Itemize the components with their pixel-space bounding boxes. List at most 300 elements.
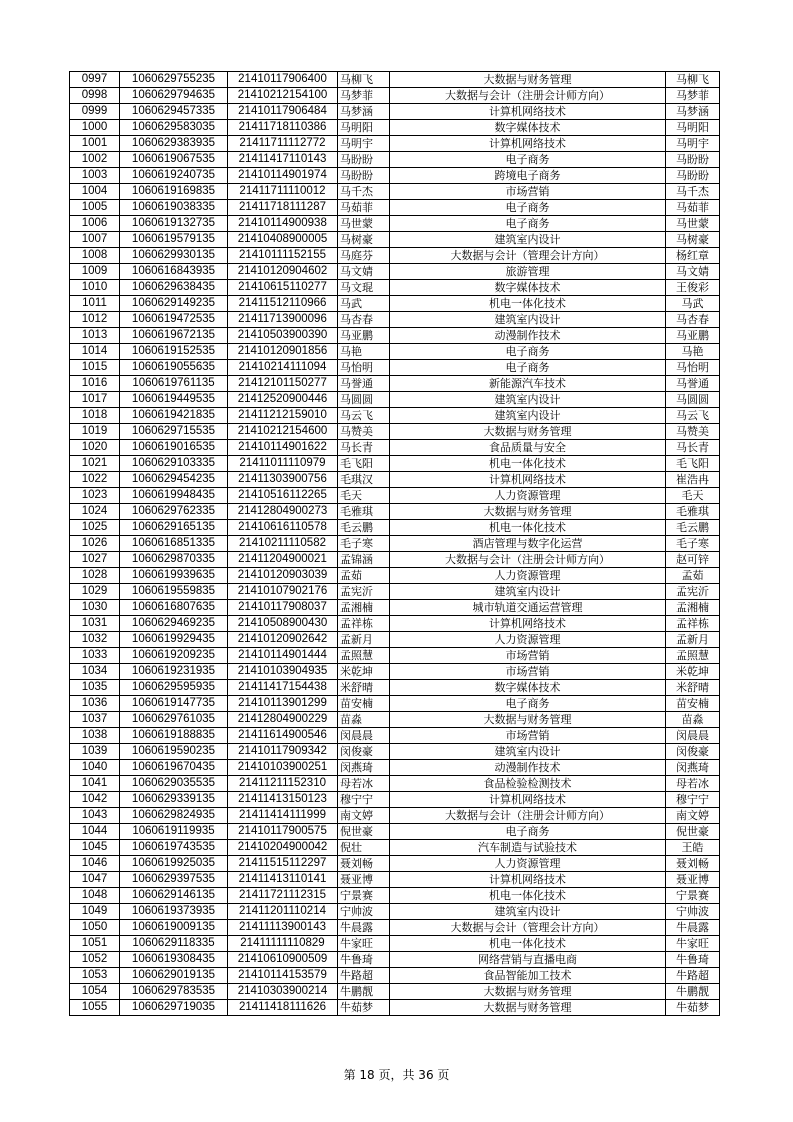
name-cell: 马杏春 (338, 312, 390, 328)
table-row (70, 104, 720, 120)
major-cell: 计算机网络技术 (390, 616, 666, 632)
name-cell: 苗安楠 (338, 696, 390, 712)
name-cell: 马茹菲 (338, 200, 390, 216)
candidate-id-cell: 21411113900143 (228, 920, 338, 936)
candidate-id-cell: 21411212159010 (228, 408, 338, 424)
exam-number-cell: 1060629457335 (120, 104, 228, 120)
name-cell: 孟新月 (338, 632, 390, 648)
exam-number-cell: 1060619743535 (120, 840, 228, 856)
candidate-id-cell: 21411414111999 (228, 808, 338, 824)
seq-cell: 1010 (70, 280, 120, 296)
major-cell: 建筑室内设计 (390, 904, 666, 920)
table-row (70, 344, 720, 360)
signature-cell: 孟照慧 (666, 648, 720, 664)
page-number-footer: 第 18 页，共 36 页 (343, 1068, 450, 1082)
name-cell: 聂刘畅 (338, 856, 390, 872)
candidate-id-cell: 21411204900021 (228, 552, 338, 568)
exam-number-cell: 1060616807635 (120, 600, 228, 616)
candidate-id-cell: 21410503900390 (228, 328, 338, 344)
candidate-id-cell: 21410107902176 (228, 584, 338, 600)
table-row (70, 152, 720, 168)
seq-cell: 1020 (70, 440, 120, 456)
candidate-id-cell: 21411512110966 (228, 296, 338, 312)
seq-cell: 1055 (70, 1000, 120, 1016)
name-cell: 马怡明 (338, 360, 390, 376)
table-row (70, 360, 720, 376)
seq-cell: 1046 (70, 856, 120, 872)
candidate-id-cell: 21410117909342 (228, 744, 338, 760)
signature-cell: 马世蒙 (666, 216, 720, 232)
signature-cell: 马艳 (666, 344, 720, 360)
exam-number-cell: 1060629019135 (120, 968, 228, 984)
table-row (70, 824, 720, 840)
major-cell: 人力资源管理 (390, 856, 666, 872)
candidate-id-cell: 21410508900430 (228, 616, 338, 632)
seq-cell: 1044 (70, 824, 120, 840)
major-cell: 跨境电子商务 (390, 168, 666, 184)
exam-number-cell: 1060629870335 (120, 552, 228, 568)
name-cell: 穆宁宁 (338, 792, 390, 808)
candidate-id-cell: 21410615110277 (228, 280, 338, 296)
table-row (70, 1000, 720, 1016)
signature-cell: 孟茹 (666, 568, 720, 584)
signature-cell: 马盼盼 (666, 168, 720, 184)
candidate-id-cell: 21410111152155 (228, 248, 338, 264)
candidate-id-cell: 21410103900251 (228, 760, 338, 776)
name-cell: 马盼盼 (338, 152, 390, 168)
name-cell: 马柳飞 (338, 72, 390, 88)
name-cell: 苗淼 (338, 712, 390, 728)
exam-number-cell: 1060629761035 (120, 712, 228, 728)
signature-cell: 牛晨露 (666, 920, 720, 936)
seq-cell: 1003 (70, 168, 120, 184)
name-cell: 倪世豪 (338, 824, 390, 840)
candidate-id-cell: 21410117906484 (228, 104, 338, 120)
candidate-id-cell: 21411711112772 (228, 136, 338, 152)
exam-number-cell: 1060619067535 (120, 152, 228, 168)
exam-number-cell: 1060629762335 (120, 504, 228, 520)
candidate-id-cell: 21411417110143 (228, 152, 338, 168)
table-row (70, 216, 720, 232)
signature-cell: 马长青 (666, 440, 720, 456)
table-row (70, 520, 720, 536)
candidate-id-cell: 21410610900509 (228, 952, 338, 968)
exam-number-cell: 1060629383935 (120, 136, 228, 152)
seq-cell: 1043 (70, 808, 120, 824)
seq-cell: 1050 (70, 920, 120, 936)
name-cell: 牛家旺 (338, 936, 390, 952)
seq-cell: 1037 (70, 712, 120, 728)
candidate-id-cell: 21412804900229 (228, 712, 338, 728)
major-cell: 人力资源管理 (390, 568, 666, 584)
candidate-id-cell: 21410114900938 (228, 216, 338, 232)
exam-number-cell: 1060629930135 (120, 248, 228, 264)
exam-number-cell: 1060629103335 (120, 456, 228, 472)
candidate-id-cell: 21410212154600 (228, 424, 338, 440)
name-cell: 倪壮 (338, 840, 390, 856)
candidate-id-cell: 21411614900546 (228, 728, 338, 744)
exam-number-cell: 1060619038335 (120, 200, 228, 216)
exam-number-cell: 1060619761135 (120, 376, 228, 392)
name-cell: 马武 (338, 296, 390, 312)
signature-cell: 倪世豪 (666, 824, 720, 840)
signature-cell: 毛子寒 (666, 536, 720, 552)
exam-number-cell: 1060619925035 (120, 856, 228, 872)
exam-number-cell: 1060616843935 (120, 264, 228, 280)
exam-number-cell: 1060616851335 (120, 536, 228, 552)
signature-cell: 米舒晴 (666, 680, 720, 696)
name-cell: 牛路超 (338, 968, 390, 984)
name-cell: 孟宪沂 (338, 584, 390, 600)
name-cell: 马梦菲 (338, 88, 390, 104)
major-cell: 机电一体化技术 (390, 520, 666, 536)
name-cell: 孟湘楠 (338, 600, 390, 616)
candidate-id-cell: 21410212154100 (228, 88, 338, 104)
signature-cell: 聂亚博 (666, 872, 720, 888)
name-cell: 米舒晴 (338, 680, 390, 696)
seq-cell: 1028 (70, 568, 120, 584)
table-row (70, 504, 720, 520)
candidate-id-cell: 21410408900005 (228, 232, 338, 248)
table-row (70, 280, 720, 296)
candidate-id-cell: 21411711110012 (228, 184, 338, 200)
major-cell: 市场营销 (390, 184, 666, 200)
signature-cell: 毛云鹏 (666, 520, 720, 536)
table-row (70, 536, 720, 552)
exam-number-cell: 1060619472535 (120, 312, 228, 328)
candidate-id-cell: 21410114901622 (228, 440, 338, 456)
name-cell: 牛晨露 (338, 920, 390, 936)
name-cell: 马盼盼 (338, 168, 390, 184)
major-cell: 大数据与会计（管理会计方向） (390, 248, 666, 264)
signature-cell: 闵燕琦 (666, 760, 720, 776)
major-cell: 新能源汽车技术 (390, 376, 666, 392)
candidate-id-cell: 21411413150123 (228, 792, 338, 808)
seq-cell: 1052 (70, 952, 120, 968)
major-cell: 市场营销 (390, 728, 666, 744)
candidate-id-cell: 21412804900273 (228, 504, 338, 520)
exam-number-cell: 1060629595935 (120, 680, 228, 696)
seq-cell: 1005 (70, 200, 120, 216)
table-row (70, 712, 720, 728)
candidate-id-cell: 21410120904602 (228, 264, 338, 280)
table-row (70, 888, 720, 904)
major-cell: 网络营销与直播电商 (390, 952, 666, 968)
major-cell: 旅游管理 (390, 264, 666, 280)
table-row (70, 840, 720, 856)
signature-cell: 马誉通 (666, 376, 720, 392)
exam-number-cell: 1060629824935 (120, 808, 228, 824)
seq-cell: 1021 (70, 456, 120, 472)
name-cell: 宁帅波 (338, 904, 390, 920)
table-row (70, 776, 720, 792)
table-row (70, 904, 720, 920)
seq-cell: 1004 (70, 184, 120, 200)
exam-number-cell: 1060619016535 (120, 440, 228, 456)
major-cell: 建筑室内设计 (390, 232, 666, 248)
table-row (70, 808, 720, 824)
candidate-id-cell: 21410214111094 (228, 360, 338, 376)
exam-number-cell: 1060629638435 (120, 280, 228, 296)
signature-cell: 马盼盼 (666, 152, 720, 168)
candidate-id-cell: 21411211152310 (228, 776, 338, 792)
exam-number-cell: 1060629339135 (120, 792, 228, 808)
exam-number-cell: 1060629165135 (120, 520, 228, 536)
seq-cell: 0997 (70, 72, 120, 88)
name-cell: 马明阳 (338, 120, 390, 136)
major-cell: 电子商务 (390, 696, 666, 712)
candidate-id-cell: 21412520900446 (228, 392, 338, 408)
seq-cell: 1002 (70, 152, 120, 168)
signature-cell: 宁帅波 (666, 904, 720, 920)
exam-number-cell: 1060619169835 (120, 184, 228, 200)
seq-cell: 1022 (70, 472, 120, 488)
candidate-id-cell: 21410117906400 (228, 72, 338, 88)
exam-number-cell: 1060629149235 (120, 296, 228, 312)
signature-cell: 聂刘畅 (666, 856, 720, 872)
major-cell: 市场营销 (390, 664, 666, 680)
seq-cell: 1033 (70, 648, 120, 664)
signature-cell: 牛鹏靓 (666, 984, 720, 1000)
seq-cell: 1030 (70, 600, 120, 616)
candidate-id-cell: 21411303900756 (228, 472, 338, 488)
exam-number-cell: 1060619579135 (120, 232, 228, 248)
candidate-id-cell: 21411713900096 (228, 312, 338, 328)
signature-cell: 马树豪 (666, 232, 720, 248)
major-cell: 大数据与会计（注册会计师方向） (390, 552, 666, 568)
table-row (70, 984, 720, 1000)
signature-cell: 王皓 (666, 840, 720, 856)
signature-cell: 孟祥栋 (666, 616, 720, 632)
exam-number-cell: 1060619421835 (120, 408, 228, 424)
name-cell: 母若冰 (338, 776, 390, 792)
signature-cell: 苗淼 (666, 712, 720, 728)
major-cell: 酒店管理与数字化运营 (390, 536, 666, 552)
seq-cell: 1049 (70, 904, 120, 920)
candidate-id-cell: 21411721112315 (228, 888, 338, 904)
candidate-id-cell: 21411417154438 (228, 680, 338, 696)
major-cell: 大数据与财务管理 (390, 984, 666, 1000)
major-cell: 电子商务 (390, 216, 666, 232)
exam-number-cell: 1060629755235 (120, 72, 228, 88)
name-cell: 马庭芬 (338, 248, 390, 264)
major-cell: 建筑室内设计 (390, 312, 666, 328)
name-cell: 闵晨晨 (338, 728, 390, 744)
exam-number-cell: 1060629454235 (120, 472, 228, 488)
table-row (70, 168, 720, 184)
name-cell: 孟照慧 (338, 648, 390, 664)
signature-cell: 米乾坤 (666, 664, 720, 680)
table-row (70, 792, 720, 808)
seq-cell: 1054 (70, 984, 120, 1000)
signature-cell: 毛雅琪 (666, 504, 720, 520)
name-cell: 马树豪 (338, 232, 390, 248)
major-cell: 大数据与财务管理 (390, 424, 666, 440)
signature-cell: 马明阳 (666, 120, 720, 136)
major-cell: 建筑室内设计 (390, 408, 666, 424)
signature-cell: 杨红章 (666, 248, 720, 264)
exam-number-cell: 1060619449535 (120, 392, 228, 408)
name-cell: 毛琪汉 (338, 472, 390, 488)
signature-cell: 马赞美 (666, 424, 720, 440)
name-cell: 牛鲁琦 (338, 952, 390, 968)
major-cell: 计算机网络技术 (390, 104, 666, 120)
table-row (70, 568, 720, 584)
table-row (70, 136, 720, 152)
candidate-id-cell: 21410114901974 (228, 168, 338, 184)
candidate-id-cell: 21410204900042 (228, 840, 338, 856)
name-cell: 马文琨 (338, 280, 390, 296)
seq-cell: 1041 (70, 776, 120, 792)
seq-cell: 1024 (70, 504, 120, 520)
signature-cell: 孟湘楠 (666, 600, 720, 616)
seq-cell: 1007 (70, 232, 120, 248)
major-cell: 机电一体化技术 (390, 296, 666, 312)
exam-number-cell: 1060629035535 (120, 776, 228, 792)
exam-number-cell: 1060619373935 (120, 904, 228, 920)
exam-number-cell: 1060619009135 (120, 920, 228, 936)
exam-number-cell: 1060619188835 (120, 728, 228, 744)
exam-number-cell: 1060619152535 (120, 344, 228, 360)
seq-cell: 1012 (70, 312, 120, 328)
candidate-id-cell: 21411718110386 (228, 120, 338, 136)
signature-cell: 牛家旺 (666, 936, 720, 952)
major-cell: 大数据与财务管理 (390, 712, 666, 728)
name-cell: 米乾坤 (338, 664, 390, 680)
candidate-id-cell: 21410103904935 (228, 664, 338, 680)
seq-cell: 1036 (70, 696, 120, 712)
table-row (70, 680, 720, 696)
table-row (70, 632, 720, 648)
candidate-id-cell: 21411011110979 (228, 456, 338, 472)
candidate-id-cell: 21410120903039 (228, 568, 338, 584)
name-cell: 毛云鹏 (338, 520, 390, 536)
seq-cell: 1048 (70, 888, 120, 904)
major-cell: 机电一体化技术 (390, 456, 666, 472)
name-cell: 宁景赛 (338, 888, 390, 904)
major-cell: 人力资源管理 (390, 632, 666, 648)
seq-cell: 1032 (70, 632, 120, 648)
signature-cell: 马梦涵 (666, 104, 720, 120)
signature-cell: 马千杰 (666, 184, 720, 200)
major-cell: 大数据与财务管理 (390, 72, 666, 88)
signature-cell: 毛天 (666, 488, 720, 504)
major-cell: 电子商务 (390, 200, 666, 216)
exam-number-cell: 1060619119935 (120, 824, 228, 840)
table-row (70, 488, 720, 504)
table-row (70, 552, 720, 568)
candidate-id-cell: 21410516112265 (228, 488, 338, 504)
name-cell: 毛飞阳 (338, 456, 390, 472)
name-cell: 马圆圆 (338, 392, 390, 408)
signature-cell: 闵俊豪 (666, 744, 720, 760)
signature-cell: 马梦菲 (666, 88, 720, 104)
exam-number-cell: 1060619939635 (120, 568, 228, 584)
candidate-id-cell: 21410117908037 (228, 600, 338, 616)
seq-cell: 1039 (70, 744, 120, 760)
seq-cell: 1006 (70, 216, 120, 232)
signature-cell: 赵可锌 (666, 552, 720, 568)
signature-cell: 牛路超 (666, 968, 720, 984)
name-cell: 孟茹 (338, 568, 390, 584)
exam-number-cell: 1060619147735 (120, 696, 228, 712)
seq-cell: 1042 (70, 792, 120, 808)
table-row (70, 872, 720, 888)
seq-cell: 1001 (70, 136, 120, 152)
seq-cell: 1018 (70, 408, 120, 424)
signature-cell: 马亚鹏 (666, 328, 720, 344)
seq-cell: 1011 (70, 296, 120, 312)
seq-cell: 1013 (70, 328, 120, 344)
candidate-id-cell: 21411111110829 (228, 936, 338, 952)
major-cell: 食品检验检测技术 (390, 776, 666, 792)
seq-cell: 1034 (70, 664, 120, 680)
major-cell: 计算机网络技术 (390, 136, 666, 152)
exam-number-cell: 1060629583035 (120, 120, 228, 136)
signature-cell: 宁景赛 (666, 888, 720, 904)
seq-cell: 1026 (70, 536, 120, 552)
table-row (70, 648, 720, 664)
major-cell: 建筑室内设计 (390, 744, 666, 760)
major-cell: 城市轨道交通运营管理 (390, 600, 666, 616)
name-cell: 闵燕琦 (338, 760, 390, 776)
seq-cell: 1035 (70, 680, 120, 696)
candidate-id-cell: 21410114153579 (228, 968, 338, 984)
major-cell: 建筑室内设计 (390, 584, 666, 600)
major-cell: 计算机网络技术 (390, 872, 666, 888)
table-row (70, 392, 720, 408)
exam-number-cell: 1060619231935 (120, 664, 228, 680)
candidate-id-cell: 21411718111287 (228, 200, 338, 216)
signature-cell: 马明宇 (666, 136, 720, 152)
roster-body (70, 72, 720, 1016)
table-row (70, 968, 720, 984)
seq-cell: 1045 (70, 840, 120, 856)
signature-cell: 马武 (666, 296, 720, 312)
candidate-id-cell: 21410113901299 (228, 696, 338, 712)
seq-cell: 1017 (70, 392, 120, 408)
major-cell: 电子商务 (390, 152, 666, 168)
exam-number-cell: 1060619929435 (120, 632, 228, 648)
signature-cell: 牛鲁琦 (666, 952, 720, 968)
exam-number-cell: 1060629397535 (120, 872, 228, 888)
seq-cell: 1053 (70, 968, 120, 984)
major-cell: 动漫制作技术 (390, 328, 666, 344)
major-cell: 汽车制造与试验技术 (390, 840, 666, 856)
seq-cell: 1016 (70, 376, 120, 392)
table-row (70, 472, 720, 488)
candidate-id-cell: 21410616110578 (228, 520, 338, 536)
name-cell: 闵俊豪 (338, 744, 390, 760)
table-row (70, 376, 720, 392)
name-cell: 牛茹梦 (338, 1000, 390, 1016)
major-cell: 电子商务 (390, 824, 666, 840)
table-row (70, 312, 720, 328)
exam-number-cell: 1060619055635 (120, 360, 228, 376)
name-cell: 马亚鹏 (338, 328, 390, 344)
major-cell: 数字媒体技术 (390, 680, 666, 696)
table-row (70, 232, 720, 248)
candidate-id-cell: 21410120902642 (228, 632, 338, 648)
table-row (70, 88, 720, 104)
seq-cell: 0998 (70, 88, 120, 104)
name-cell: 马誉通 (338, 376, 390, 392)
major-cell: 数字媒体技术 (390, 280, 666, 296)
major-cell: 大数据与财务管理 (390, 1000, 666, 1016)
exam-number-cell: 1060629118335 (120, 936, 228, 952)
exam-number-cell: 1060619670435 (120, 760, 228, 776)
seq-cell: 1008 (70, 248, 120, 264)
